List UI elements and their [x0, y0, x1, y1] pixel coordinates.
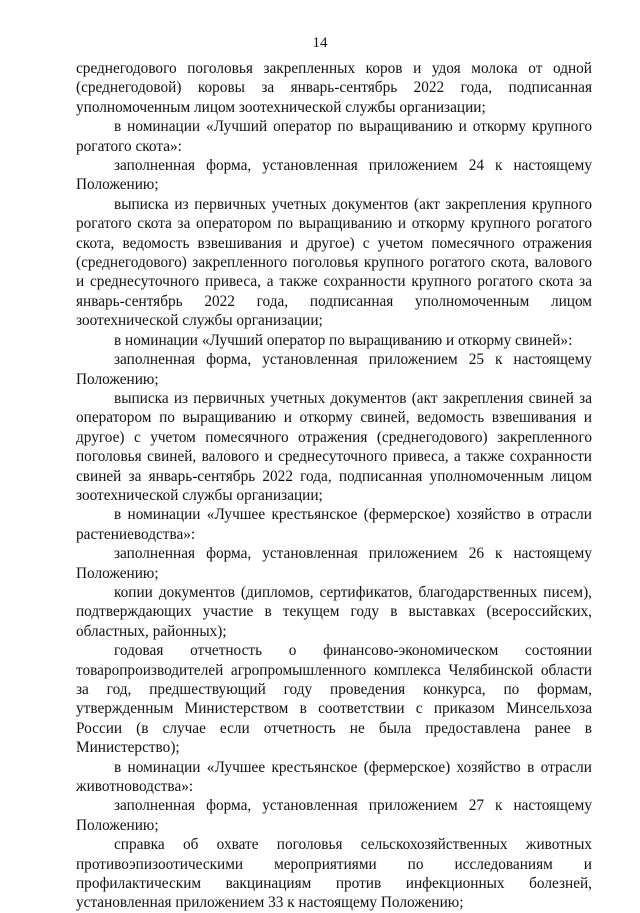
- paragraph-form-annex-27: заполненная форма, установленная приложением 27 к настоящему Положению;: [76, 797, 592, 834]
- paragraph-annual-reporting: годовая отчетность о финансово-экономическом состоянии товаропроизводителей агропромышленного комплекса Челябинской области за год, предшествующий году проведения конкурса, по формам, утвержденным Министерством в соответствии с приказом Минсельхоза России (в случае если отчетность не была предоставлена ранее в Министерство);: [76, 642, 592, 757]
- paragraph-form-annex-24: заполненная форма, установленная приложением 24 к настоящему Положению;: [76, 157, 592, 194]
- paragraph-vaccination-certificate: справка об охвате поголовья сельскохозяйственных животных противоэпизоотическими мероприятиями по исследованиям и профилактическим вакцинациям против инфекционных болезней, установленная приложением 33 к настоящему Положению;: [76, 836, 592, 912]
- paragraph-nomination-livestock-farm: в номинации «Лучшее крестьянское (фермерское) хозяйство в отрасли животноводства»:: [76, 758, 592, 796]
- paragraph-pig-extract: выписка из первичных учетных документов (акт закрепления свиней за оператором по выращиванию и откорму свиней, ведомость взвешивания и другое) с учетом помесячного отражения (среднегодового) закрепленного поголовья свиней, валового и среднесуточного привеса, а также сохранности свиней за январь-сентябрь 2022 года, подписанная уполномоченным лицом зоотехнической службы организации;: [76, 389, 592, 504]
- paragraph-cattle-extract: выписка из первичных учетных документов (акт закрепления крупного рогатого скота за оператором по выращиванию и откорму крупного рогатого скота, ведомость взвешивания и другое) с учетом помесячного отражения (среднегодового) закрепленного поголовья крупного рогатого скота, валового и среднесуточного привеса, а также сохранности крупного рогатого скота за январь-сентябрь 2022 года, подписанная уполномоченным лицом зоотехнической службы организации;: [76, 195, 592, 330]
- paragraph-nomination-pig-operator: в номинации «Лучший оператор по выращиванию и откорму свиней»:: [114, 331, 573, 349]
- paragraph-form-annex-25: заполненная форма, установленная приложением 25 к настоящему Положению;: [76, 351, 592, 388]
- document-body: [76, 59, 592, 913]
- paragraph-form-annex-26: заполненная форма, установленная приложением 26 к настоящему Положению;: [76, 545, 592, 582]
- paragraph-continuation: среднегодового поголовья закрепленных коров и удоя молока от одной (среднегодовой) коровы за январь-сентябрь 2022 года, подписанная уполномоченным лицом зоотехнической службы организации;: [76, 60, 592, 116]
- page-number: 14: [312, 35, 328, 51]
- paragraph-document-copies: копии документов (дипломов, сертификатов, благодарственных писем), подтверждающих участие в текущем году в выставках (всероссийских, областных, районных);: [76, 583, 592, 640]
- paragraph-nomination-crop-farm: в номинации «Лучшее крестьянское (фермерское) хозяйство в отрасли растениеводства»:: [76, 506, 592, 543]
- paragraph-nomination-cattle-operator: в номинации «Лучший оператор по выращиванию и откорму крупного рогатого скота»:: [76, 118, 592, 155]
